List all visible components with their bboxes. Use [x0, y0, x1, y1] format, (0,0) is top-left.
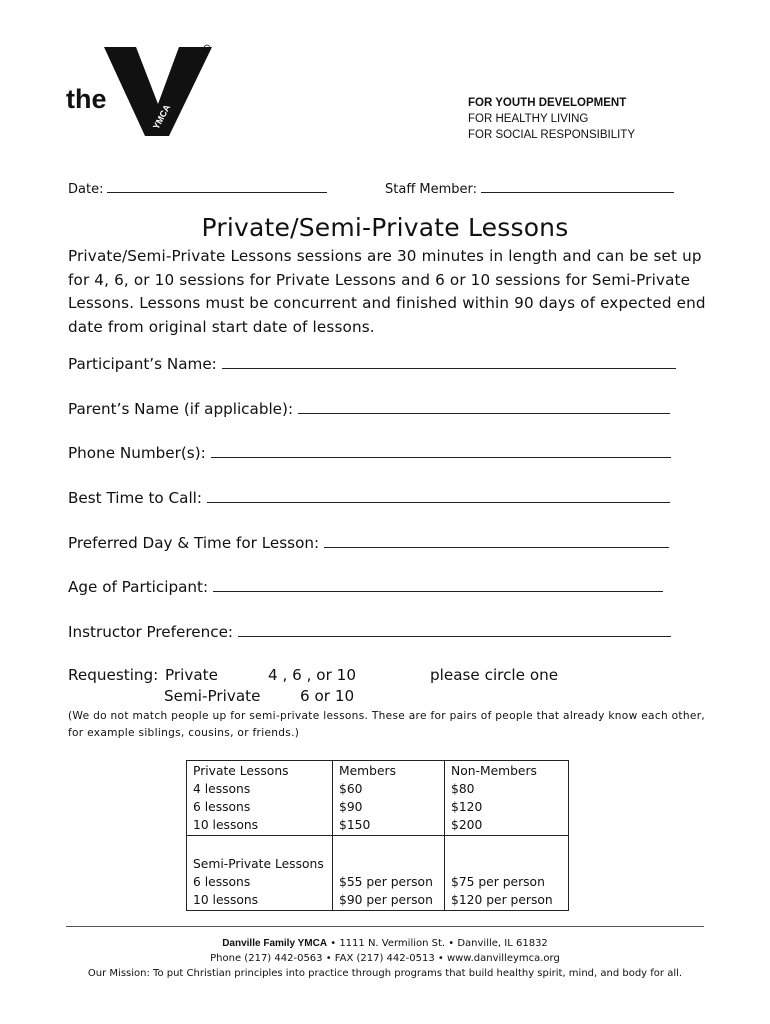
- price-value: $200: [451, 818, 483, 832]
- parent-name-label: Parent’s Name (if applicable):: [68, 400, 294, 418]
- age-field[interactable]: [213, 577, 663, 592]
- private-options[interactable]: 4 , 6 , or 10: [268, 666, 356, 684]
- circle-instruction: please circle one: [430, 666, 559, 684]
- best-time-field[interactable]: [207, 488, 670, 503]
- staff-field[interactable]: [481, 180, 674, 193]
- members-header: Members: [339, 764, 396, 778]
- tagline-social: FOR SOCIAL RESPONSIBILITY: [468, 129, 636, 141]
- table-cell: [333, 836, 445, 911]
- footer-address: • 1111 N. Vermilion St. • Danville, IL 61832: [327, 938, 548, 949]
- date-field[interactable]: [107, 180, 327, 193]
- price-value: $55 per person: [339, 875, 433, 889]
- staff-label: Staff Member:: [385, 182, 478, 197]
- price-value: $90: [339, 800, 363, 814]
- page-title: Private/Semi-Private Lessons: [201, 213, 569, 242]
- date-label: Date:: [68, 182, 104, 197]
- best-time-label: Best Time to Call:: [68, 489, 202, 507]
- preferred-day-row: [68, 533, 669, 552]
- row-label: 10 lessons: [193, 818, 259, 832]
- age-row: [68, 577, 663, 596]
- participant-name-field[interactable]: [222, 354, 676, 369]
- requesting-label: Requesting:: [68, 666, 159, 684]
- pricing-table: [186, 760, 569, 911]
- row-label: 6 lessons: [193, 875, 251, 889]
- tagline-block: [468, 95, 635, 143]
- footer-mission: Our Mission: To put Christian principles into practice through programs that build healthy spirit, mind, and body for all.: [87, 968, 683, 979]
- private-label: Private: [165, 666, 218, 684]
- row-label: 10 lessons: [193, 893, 259, 907]
- date-row: [68, 180, 327, 197]
- price-value: $120 per person: [451, 893, 553, 907]
- tagline-health: FOR HEALTHY LIVING: [468, 113, 589, 125]
- table-row: [187, 836, 569, 911]
- best-time-row: [68, 488, 670, 507]
- preferred-day-field[interactable]: [324, 533, 669, 548]
- instructor-label: Instructor Preference:: [68, 623, 234, 641]
- phone-label: Phone Number(s):: [68, 444, 206, 462]
- price-value: $120: [451, 800, 483, 814]
- table-cell: [187, 761, 333, 836]
- row-label: 4 lessons: [193, 782, 251, 796]
- parent-name-row: [68, 399, 670, 418]
- preferred-day-label: Preferred Day & Time for Lesson:: [68, 534, 320, 552]
- table-cell: [333, 761, 445, 836]
- participant-name-row: [68, 354, 676, 373]
- age-label: Age of Participant:: [68, 578, 209, 596]
- table-row: [187, 761, 569, 836]
- price-value: $60: [339, 782, 363, 796]
- parent-name-field[interactable]: [298, 399, 670, 414]
- private-header: Private Lessons: [193, 764, 289, 778]
- requesting-block: [68, 665, 708, 709]
- intro-paragraph: Private/Semi-Private Lessons sessions are 30 minutes in length and can be set up for 4, 6, or 10 sessions for Private Lessons and 6 or 10 sessions for Semi-Private Lessons. Lessons must be concurrent and finished within 90 days of expected end date from original start date of lessons.: [68, 247, 706, 336]
- semi-private-header: Semi-Private Lessons: [193, 857, 324, 871]
- logo-ymca-text: YMCA: [150, 102, 173, 131]
- ymca-logo: [66, 42, 216, 152]
- footer-divider: [66, 926, 704, 927]
- nonmembers-header: Non-Members: [451, 764, 537, 778]
- table-cell: [445, 761, 569, 836]
- table-cell: [187, 836, 333, 911]
- footer-address-line: [0, 936, 770, 951]
- price-value: $80: [451, 782, 475, 796]
- footer-org: Danville Family YMCA: [222, 938, 328, 949]
- price-value: $150: [339, 818, 371, 832]
- instructor-field[interactable]: [238, 622, 671, 637]
- footer-contact: Phone (217) 442-0563 • FAX (217) 442-0513 • www.danvilleymca.org: [210, 953, 560, 964]
- price-value: $90 per person: [339, 893, 433, 907]
- staff-row: [385, 180, 674, 197]
- participant-name-label: Participant’s Name:: [68, 355, 217, 373]
- semi-private-options[interactable]: 6 or 10: [300, 687, 355, 705]
- row-label: 6 lessons: [193, 800, 251, 814]
- phone-field[interactable]: [211, 443, 671, 458]
- tagline-youth: FOR YOUTH DEVELOPMENT: [468, 97, 627, 109]
- logo-the-text: the: [66, 84, 107, 114]
- instructor-row: [68, 622, 671, 641]
- semi-private-label: Semi-Private: [164, 687, 261, 705]
- semi-private-note: (We do not match people up for semi-private lessons. These are for pairs of people that already know each other, for example siblings, cousins, or friends.): [68, 710, 706, 739]
- phone-row: [68, 443, 671, 462]
- price-value: $75 per person: [451, 875, 545, 889]
- table-cell: [445, 836, 569, 911]
